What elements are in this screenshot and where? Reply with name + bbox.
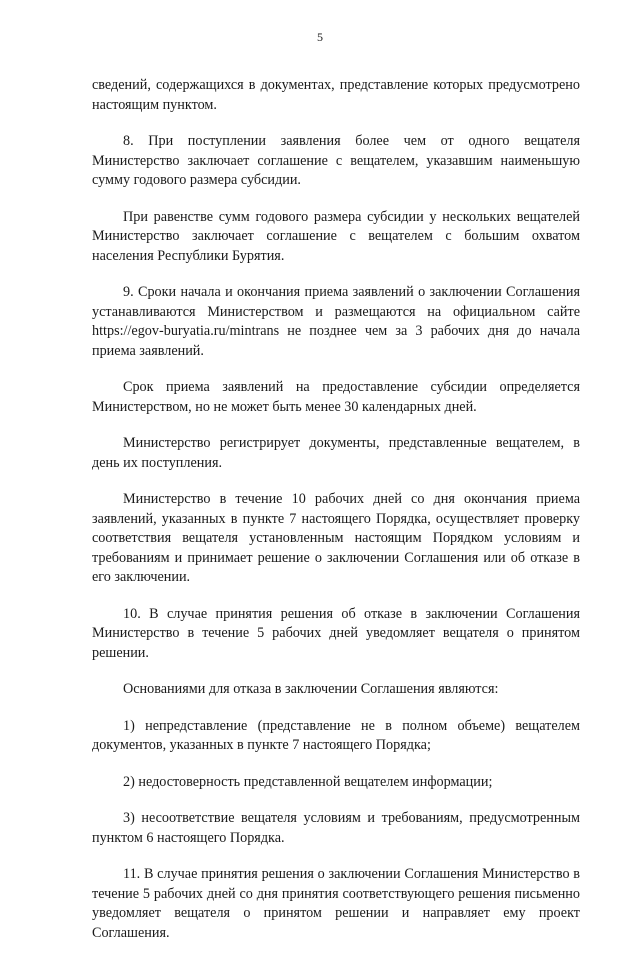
paragraph-continuation: сведений, содержащихся в документах, представление которых предусмотрено настоящим пунктом. (92, 77, 580, 113)
paragraph-review: Министерство в течение 10 рабочих дней со дня окончания приема заявлений, указанных в пункте 7 настоящего Порядка, осуществляет проверку соответствия вещателя установленным настоящим Порядком условиям и требованиям и принимает решение о заключении Соглашения или об отказе в его заключении. (92, 491, 580, 585)
paragraph-ground-1: 1) непредставление (представление не в полном объеме) вещателем документов, указанных в пункте 7 настоящего Порядка; (92, 717, 580, 753)
paragraph-refusal-grounds: Основаниями для отказа в заключении Соглашения являются: (123, 681, 499, 697)
paragraph-registration: Министерство регистрирует документы, представленные вещателем, в день их поступления. (92, 435, 580, 471)
paragraph-ground-3: 3) несоответствие вещателя условиям и требованиям, предусмотренным пунктом 6 настоящего Порядка. (92, 810, 580, 846)
paragraph-item-11: 11. В случае принятия решения о заключении Соглашения Министерство в течение 5 рабочих дней со дня принятия соответствующего решения письменно уведомляет вещателя о принятом решении и направляет ему проект Соглашения. (92, 866, 580, 941)
page-number: 5 (317, 30, 323, 44)
paragraph-item-8: 8. При поступлении заявления более чем от одного вещателя Министерство заключает соглашение с вещателем, указавшим наименьшую сумму годового размера субсидии. (92, 133, 580, 188)
paragraph-item-10: 10. В случае принятия решения об отказе в заключении Соглашения Министерство в течение 5 рабочих дней уведомляет вещателя о принятом решении. (92, 605, 580, 661)
paragraph-equal-sums: При равенстве сумм годового размера субсидии у нескольких вещателей Министерство заключает соглашение с вещателем с большим охватом населения Республики Бурятия. (92, 208, 580, 264)
document-body (92, 76, 580, 960)
paragraph-application-period: Срок приема заявлений на предоставление субсидии определяется Министерством, но не может быть менее 30 календарных дней. (92, 379, 580, 415)
paragraph-ground-2: 2) недостоверность представленной вещателем информации; (123, 773, 493, 790)
paragraph-item-9: 9. Сроки начала и окончания приема заявлений о заключении Соглашения устанавливаются Министерством и размещаются на официальном сайте https://egov-buryatia.ru/mintrans не позднее чем за 3 рабочих дня до начала приема заявлений. (92, 284, 580, 359)
